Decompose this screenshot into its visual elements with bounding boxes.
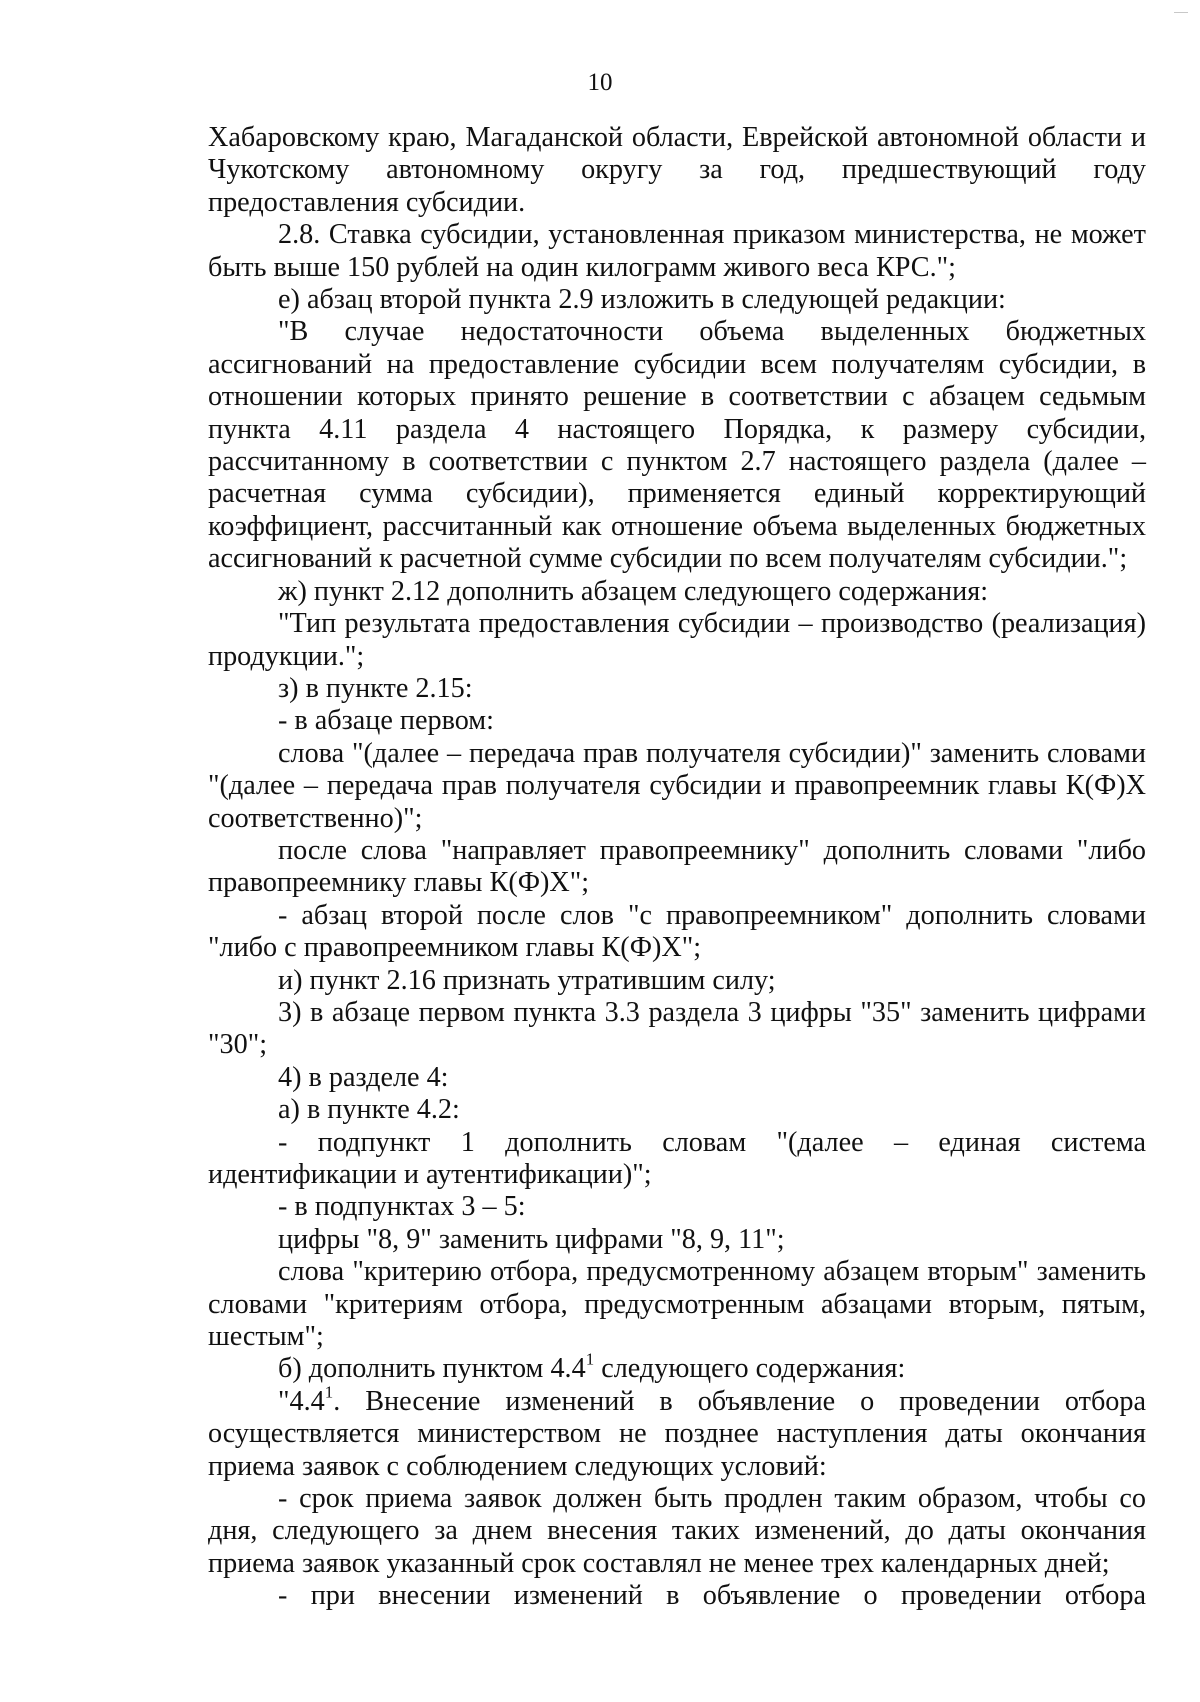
paragraph-text: а) в пункте 4.2: xyxy=(278,1094,460,1126)
paragraph xyxy=(208,997,1146,1062)
document-body xyxy=(208,122,1146,1613)
paragraph-text: слова "(далее – передача прав получателя субсидии)" заменить словами "(далее – передача прав получателя субсидии и правопреемник главы К(Ф)Х соответственно)"; xyxy=(208,737,1146,834)
paragraph xyxy=(208,1580,1146,1612)
paragraph-text: ж) пункт 2.12 дополнить абзацем следующего содержания: xyxy=(278,575,989,607)
paragraph-text: 3) в абзаце первом пункта 3.3 раздела 3 цифры "35" заменить цифрами "30"; xyxy=(208,996,1146,1061)
paragraph xyxy=(208,835,1146,900)
paragraph-text: - в абзаце первом: xyxy=(278,705,494,737)
superscript-index: 1 xyxy=(324,1382,334,1402)
paragraph xyxy=(208,576,1146,608)
paragraph-text: 4) в разделе 4: xyxy=(278,1061,449,1093)
paragraph xyxy=(208,1127,1146,1192)
paragraph-text: 2.8. Ставка субсидии, установленная приказом министерства, не может быть выше 150 рублей на один килограмм живого веса КРС."; xyxy=(208,219,1146,283)
paragraph-text-tail: . Внесение изменений в объявление о проведении отбора осуществляется министерством не позднее наступления даты окончания приема заявок с соблюдением следующих условий: xyxy=(208,1385,1146,1482)
paragraph-text: - абзац второй после слов "с правопреемником" дополнить словами "либо с правопреемником главы К(Ф)Х"; xyxy=(208,899,1146,964)
paragraph-text: - подпункт 1 дополнить словам "(далее – единая система идентификации и аутентификации)"; xyxy=(208,1126,1146,1190)
paragraph-text: з) в пункте 2.15: xyxy=(278,672,473,704)
paragraph-text: б) дополнить пунктом 4.4 xyxy=(278,1353,586,1385)
paragraph xyxy=(208,673,1146,705)
paragraph xyxy=(208,316,1146,575)
paragraph xyxy=(208,1062,1146,1094)
paragraph xyxy=(208,705,1146,737)
paragraph xyxy=(208,608,1146,673)
paragraph xyxy=(208,1094,1146,1126)
paragraph-text: Хабаровскому краю, Магаданской области, Еврейской автономной области и Чукотскому автономному округу за год, предшествующий году предоставления субсидии. xyxy=(208,122,1146,218)
paragraph-text-tail: следующего содержания: xyxy=(594,1353,906,1385)
page-number: 10 xyxy=(587,69,613,96)
paragraph xyxy=(208,1191,1146,1223)
paragraph xyxy=(208,738,1146,835)
paragraph-text: - при внесении изменений в объявление о проведении отбора xyxy=(278,1580,1146,1612)
paragraph xyxy=(208,219,1146,284)
paragraph xyxy=(208,122,1146,219)
paragraph-text: "В случае недостаточности объема выделенных бюджетных ассигнований на предоставление субсидии всем получателям субсидии, в отношении которых принято решение в соответствии с абзацем седьмым пункта 4.11 раздела 4 настоящего Порядка, к размеру субсидии, рассчитанному в соответствии с пунктом 2.7 настоящего раздела (далее – расчетная сумма субсидии), применяется единый корректирующий коэффициент, рассчитанный как отношение объема выделенных бюджетных ассигнований к расчетной сумме субсидии по всем получателям субсидии."; xyxy=(208,316,1146,575)
paragraph-text: после слова "направляет правопреемнику" дополнить словами "либо правопреемнику главы К(Ф)Х"; xyxy=(208,834,1146,899)
paragraph xyxy=(208,284,1146,316)
superscript-index: 1 xyxy=(585,1349,595,1369)
paragraph xyxy=(208,1349,1146,1385)
paragraph xyxy=(208,965,1146,997)
paragraph xyxy=(208,1224,1146,1256)
paragraph xyxy=(208,1483,1146,1580)
paragraph-text: - срок приема заявок должен быть продлен таким образом, чтобы со дня, следующего за днем внесения таких изменений, до даты окончания приема заявок указанный срок составлял не менее трех календарных дней; xyxy=(208,1483,1146,1579)
paragraph xyxy=(208,900,1146,965)
scan-artifact-mark xyxy=(1174,12,1188,13)
paragraph-text: слова "критерию отбора, предусмотренному абзацем вторым" заменить словами "критериям отбора, предусмотренным абзацами вторым, пятым, шестым"; xyxy=(208,1256,1146,1353)
paragraph-text: и) пункт 2.16 признать утратившим силу; xyxy=(278,964,776,996)
paragraph xyxy=(208,1382,1146,1483)
paragraph-text: "4.4 xyxy=(278,1385,325,1417)
paragraph-text: е) абзац второй пункта 2.9 изложить в следующей редакции: xyxy=(278,284,1006,316)
paragraph-text: - в подпунктах 3 – 5: xyxy=(278,1191,526,1223)
paragraph xyxy=(208,1256,1146,1353)
paragraph-text: цифры "8, 9" заменить цифрами "8, 9, 11"; xyxy=(278,1223,785,1255)
paragraph-text: "Тип результата предоставления субсидии – производство (реализация) продукции."; xyxy=(208,608,1146,672)
